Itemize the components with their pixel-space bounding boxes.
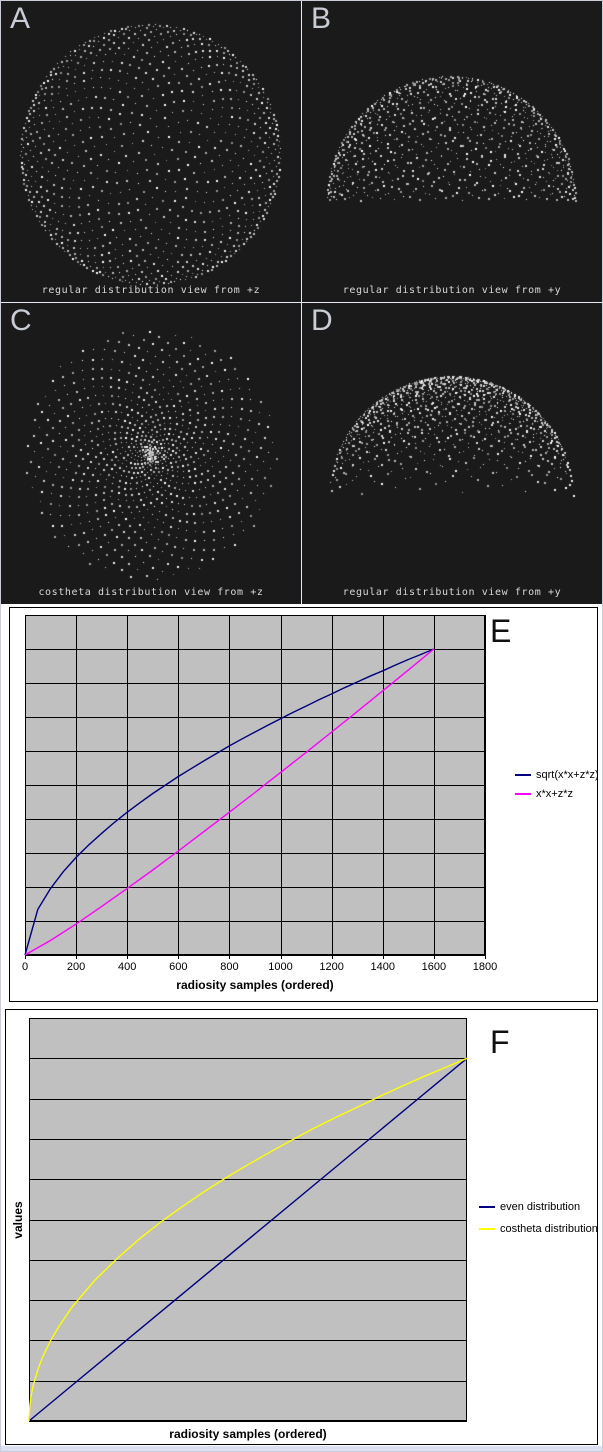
- panel-c-label: C: [10, 304, 32, 337]
- hemisphere-panels: [1, 1, 602, 604]
- chart-f-y-axis-title: values: [11, 1201, 25, 1239]
- x-tick-label: 400: [118, 961, 137, 973]
- chart-e-letter: E: [490, 613, 512, 649]
- chart-e-x-axis-title: radiosity samples (ordered): [176, 978, 334, 992]
- panel-b-label: B: [311, 2, 332, 35]
- chart-e-legend-entry-2: [515, 788, 573, 800]
- x-tick-label: 600: [169, 961, 188, 973]
- x-tick-label: 1400: [370, 961, 395, 973]
- x-tick-label: 800: [220, 961, 239, 973]
- chart-f-legend-entry-2: [479, 1223, 598, 1235]
- panel-a: [1, 1, 301, 302]
- x-tick-label: 1000: [268, 961, 293, 973]
- panel-b-caption: regular distribution view from +y: [342, 285, 562, 296]
- chart-e-legend-label-2: x*x+z*z: [536, 788, 573, 800]
- chart-f-x-axis-title: radiosity samples (ordered): [169, 1427, 327, 1441]
- chart-e-legend-entry-1: [515, 769, 599, 781]
- chart-f-legend-label-2: costheta distribution: [500, 1223, 598, 1235]
- bottom-margin-strip: [1, 1446, 602, 1452]
- panel-d-label: D: [311, 304, 333, 337]
- x-tick-label: 0: [21, 961, 29, 973]
- panel-c: [1, 303, 301, 604]
- dot-plot-costheta-top-view: [1, 303, 301, 604]
- chart-e: [9, 607, 598, 1002]
- chart-e-legend-label-1: sqrt(x*x+z*z): [536, 769, 599, 781]
- panel-b: [302, 1, 602, 302]
- dot-plot-costheta-side-view: [302, 303, 602, 604]
- x-tick-label: 1600: [421, 961, 447, 973]
- x-tick-label: 1800: [472, 961, 498, 973]
- dot-plot-regular-top-view: [1, 1, 301, 302]
- chart-e-plot: [10, 608, 597, 1001]
- x-tick-label: 200: [66, 961, 86, 973]
- legend-line-costheta-icon: [479, 1228, 495, 1230]
- x-tick-label: 1200: [319, 961, 344, 973]
- chart-f-legend-entry-1: [479, 1201, 580, 1213]
- panel-a-label: A: [10, 2, 31, 35]
- legend-line-square-icon: [515, 793, 531, 795]
- panel-d-caption: regular distribution view from +y: [342, 587, 562, 598]
- chart-f-letter: F: [490, 1024, 510, 1060]
- chart-f: [5, 1009, 598, 1445]
- panel-d: [302, 303, 602, 604]
- legend-line-even-icon: [479, 1206, 495, 1208]
- panel-c-caption: costheta distribution view from +z: [38, 587, 264, 598]
- dot-plot-regular-side-view: [302, 1, 602, 302]
- panel-a-caption: regular distribution view from +z: [41, 285, 261, 296]
- legend-line-sqrt-icon: [515, 774, 531, 776]
- chart-f-legend-label-1: even distribution: [500, 1201, 581, 1213]
